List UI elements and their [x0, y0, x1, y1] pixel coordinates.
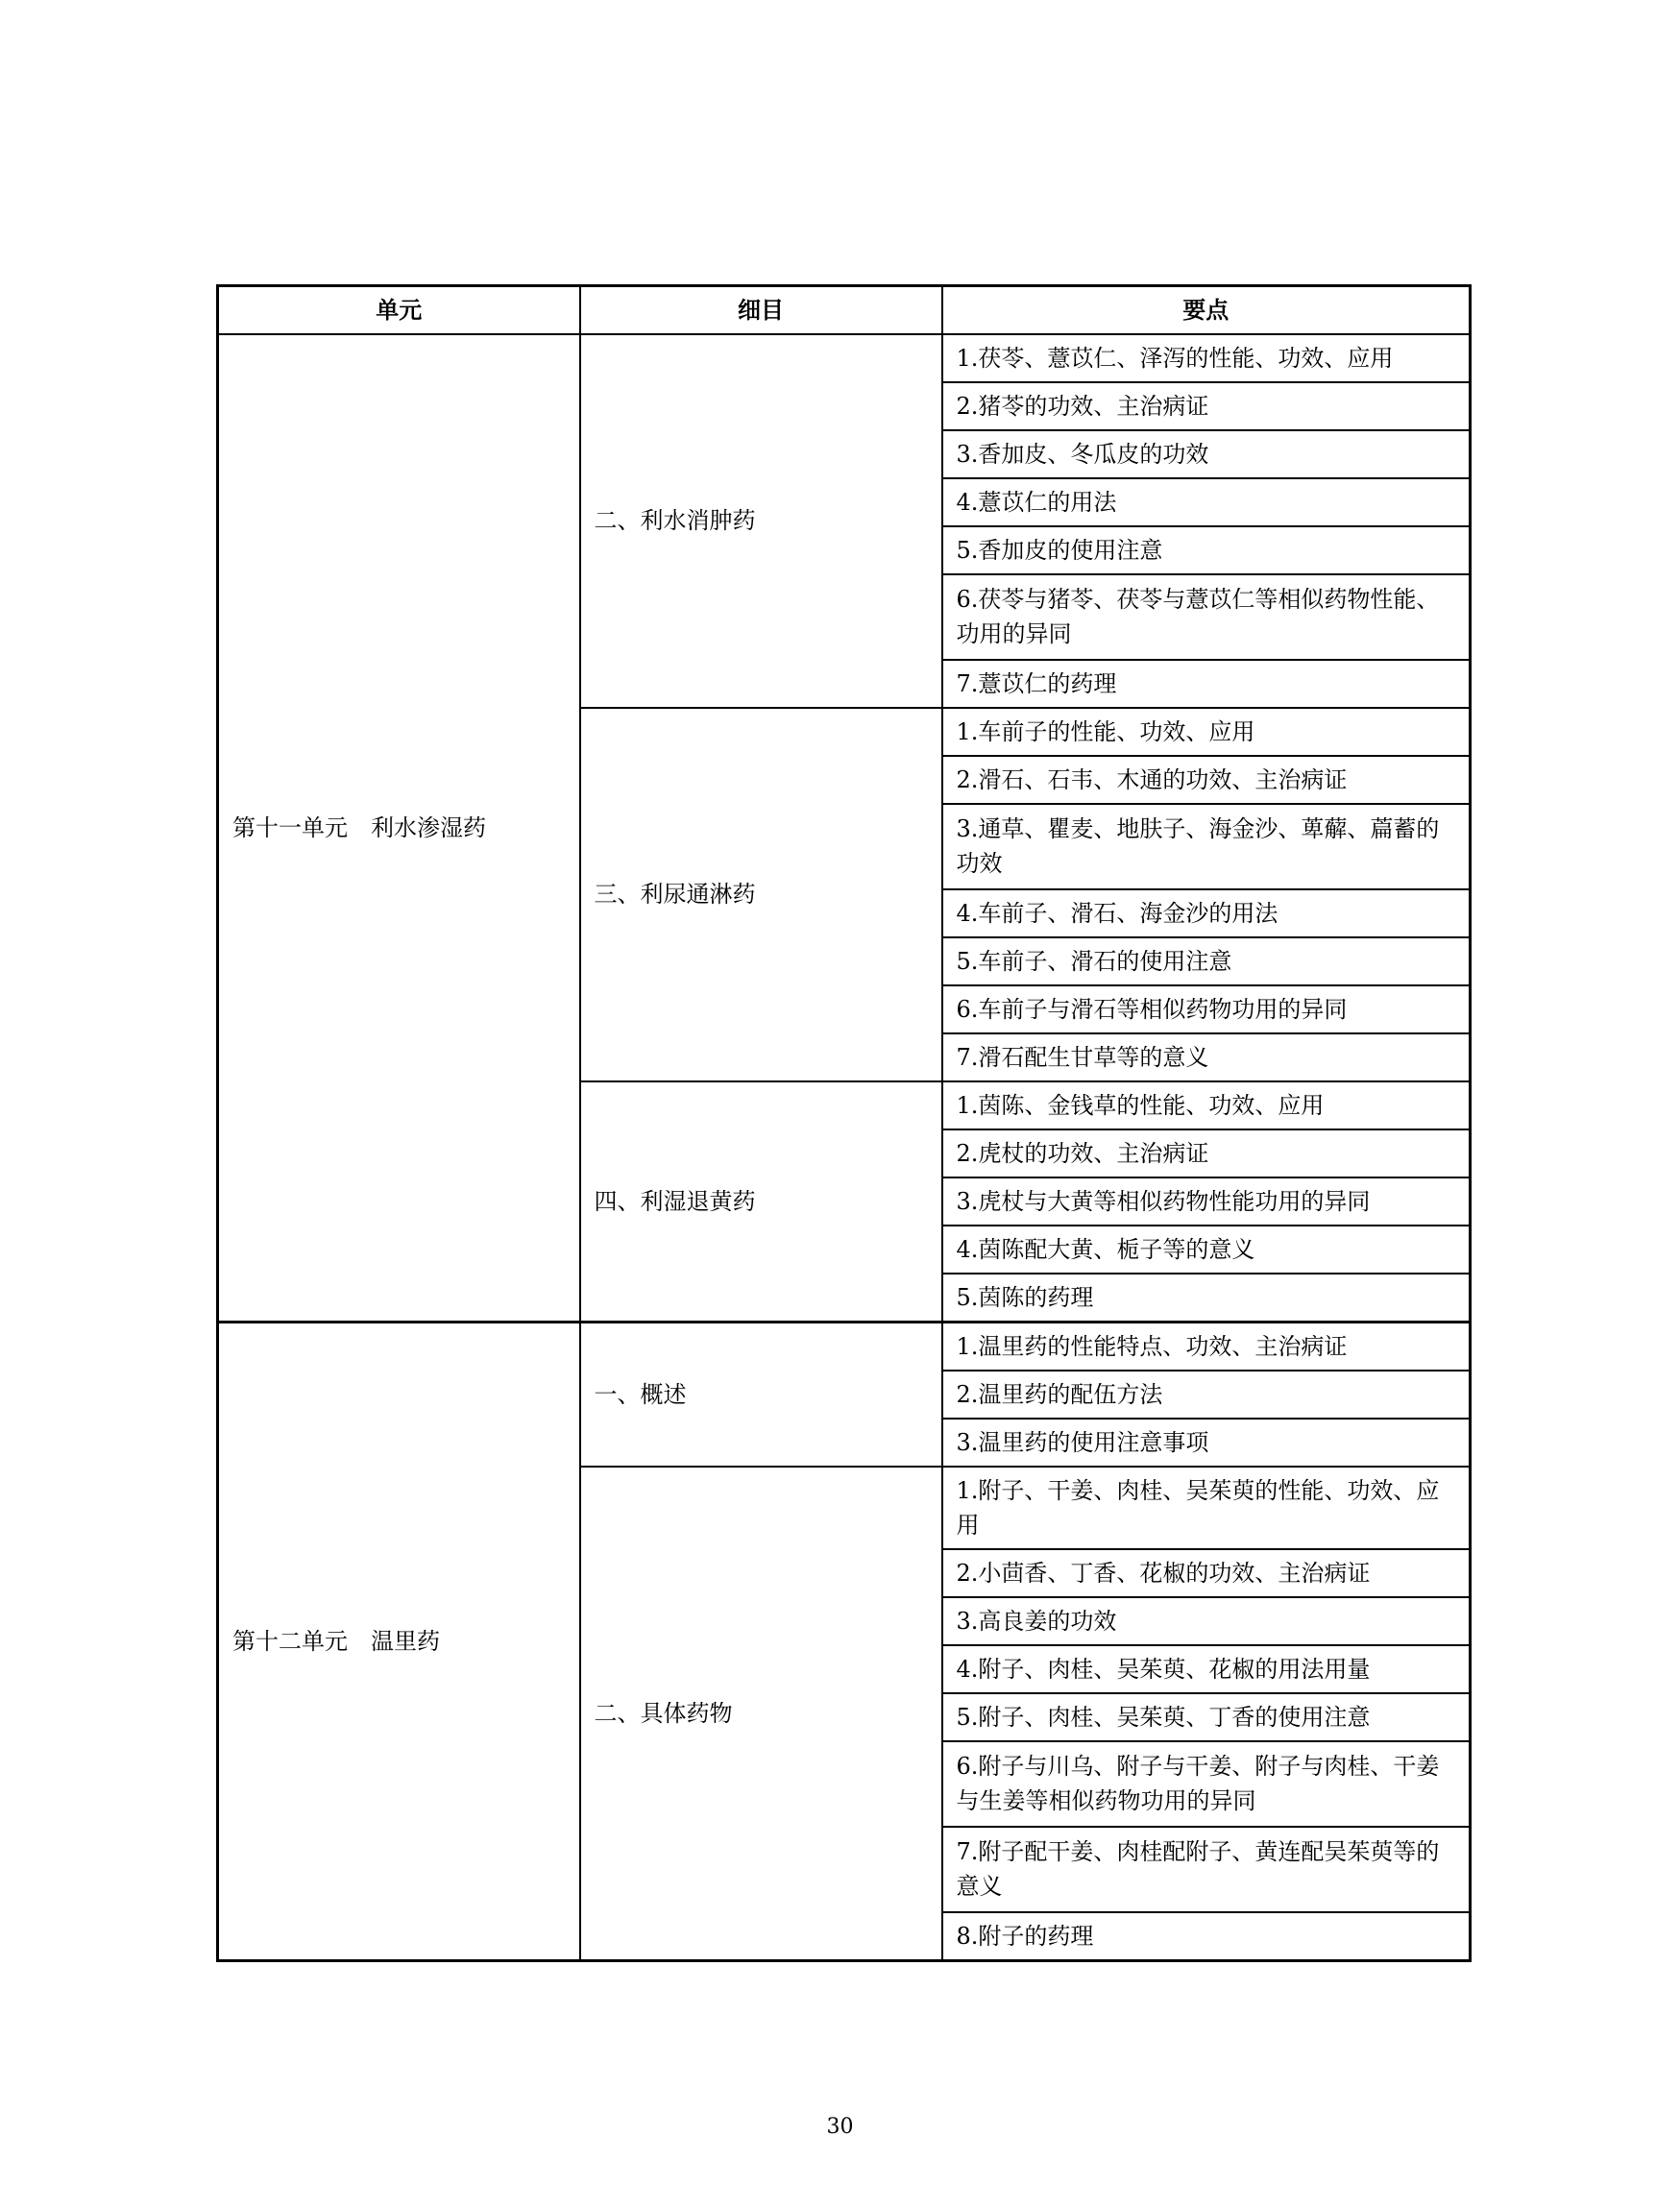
header-section: 细目: [580, 286, 942, 334]
point-cell: 1.车前子的性能、功效、应用: [942, 708, 1471, 756]
point-cell: 2.滑石、石韦、木通的功效、主治病证: [942, 756, 1471, 804]
point-cell: 4.附子、肉桂、吴茱萸、花椒的用法用量: [942, 1645, 1471, 1693]
point-cell: 1.温里药的性能特点、功效、主治病证: [942, 1322, 1471, 1371]
table-row: [218, 334, 1471, 382]
point-cell: 2.虎杖的功效、主治病证: [942, 1129, 1471, 1177]
point-cell: 1.茵陈、金钱草的性能、功效、应用: [942, 1081, 1471, 1129]
page-number: 30: [826, 2115, 854, 2139]
section-cell: 二、利水消肿药: [580, 334, 942, 708]
header-points: 要点: [942, 286, 1471, 334]
point-cell: 1.茯苓、薏苡仁、泽泻的性能、功效、应用: [942, 334, 1471, 382]
point-cell: 5.附子、肉桂、吴茱萸、丁香的使用注意: [942, 1693, 1471, 1741]
point-cell: 2.猪苓的功效、主治病证: [942, 382, 1471, 430]
point-cell: 7.薏苡仁的药理: [942, 660, 1471, 708]
point-cell: 4.车前子、滑石、海金沙的用法: [942, 889, 1471, 937]
section-cell: 一、概述: [580, 1322, 942, 1467]
point-cell: 3.虎杖与大黄等相似药物性能功用的异同: [942, 1177, 1471, 1226]
point-cell: 6.茯苓与猪苓、茯苓与薏苡仁等相似药物性能、功用的异同: [942, 574, 1471, 660]
point-cell: 3.高良姜的功效: [942, 1597, 1471, 1645]
unit-cell: 第十二单元 温里药: [218, 1322, 580, 1960]
table-header-row: [218, 286, 1471, 334]
section-cell: 二、具体药物: [580, 1467, 942, 1961]
point-cell: 1.附子、干姜、肉桂、吴茱萸的性能、功效、应用: [942, 1467, 1471, 1549]
point-cell: 3.通草、瞿麦、地肤子、海金沙、萆薢、萹蓄的功效: [942, 804, 1471, 889]
point-cell: 3.温里药的使用注意事项: [942, 1419, 1471, 1467]
unit-cell: 第十一单元 利水渗湿药: [218, 334, 580, 1323]
point-cell: 5.茵陈的药理: [942, 1274, 1471, 1323]
section-cell: 四、利湿退黄药: [580, 1081, 942, 1323]
point-cell: 4.薏苡仁的用法: [942, 478, 1471, 526]
point-cell: 7.附子配干姜、肉桂配附子、黄连配吴茱萸等的意义: [942, 1827, 1471, 1912]
point-cell: 5.香加皮的使用注意: [942, 526, 1471, 574]
point-cell: 2.温里药的配伍方法: [942, 1371, 1471, 1419]
table-row: [218, 1322, 1471, 1371]
point-cell: 2.小茴香、丁香、花椒的功效、主治病证: [942, 1549, 1471, 1597]
point-cell: 6.车前子与滑石等相似药物功用的异同: [942, 985, 1471, 1033]
header-unit: 单元: [218, 286, 580, 334]
point-cell: 4.茵陈配大黄、栀子等的意义: [942, 1226, 1471, 1274]
point-cell: 7.滑石配生甘草等的意义: [942, 1033, 1471, 1081]
point-cell: 5.车前子、滑石的使用注意: [942, 937, 1471, 985]
section-cell: 三、利尿通淋药: [580, 708, 942, 1081]
point-cell: 6.附子与川乌、附子与干姜、附子与肉桂、干姜与生姜等相似药物功用的异同: [942, 1741, 1471, 1827]
syllabus-table: [216, 284, 1472, 1962]
point-cell: 8.附子的药理: [942, 1912, 1471, 1961]
point-cell: 3.香加皮、冬瓜皮的功效: [942, 430, 1471, 478]
